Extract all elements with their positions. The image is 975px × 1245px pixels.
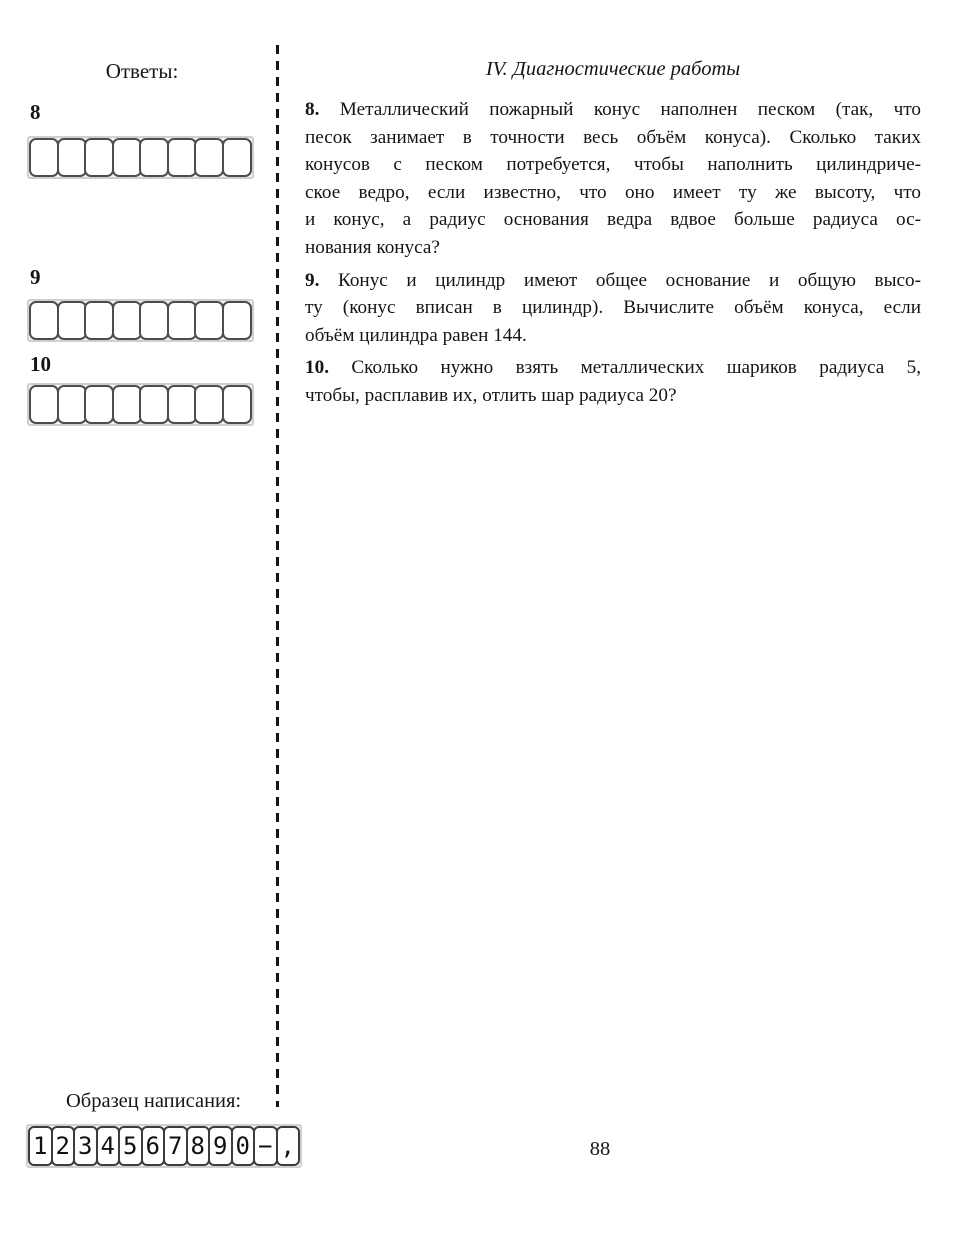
sample-cell: 7 bbox=[163, 1126, 188, 1166]
answer-cell bbox=[139, 301, 169, 340]
answer-cell bbox=[222, 301, 252, 340]
problem-8 bbox=[305, 96, 921, 262]
problem-line: конусов с песком потребуется, чтобы наполнить цилиндриче- bbox=[305, 154, 921, 176]
problem-line: ту (конус вписан в цилиндр). Вычислите объём конуса, если bbox=[305, 297, 921, 319]
writing-sample-boxes bbox=[26, 1124, 302, 1168]
problem-10 bbox=[305, 354, 921, 409]
sample-cell: 2 bbox=[51, 1126, 76, 1166]
answer-boxes-9 bbox=[27, 299, 254, 342]
answer-cell bbox=[139, 385, 169, 424]
answer-cell bbox=[112, 138, 142, 177]
answer-boxes-8 bbox=[27, 136, 254, 179]
problem-line: ское ведро, если известно, что оно имеет ту же высоту, что bbox=[305, 181, 921, 203]
answer-cell bbox=[84, 385, 114, 424]
page-number: 88 bbox=[589, 1138, 611, 1160]
answer-cell bbox=[57, 301, 87, 340]
sample-cell: 8 bbox=[186, 1126, 211, 1166]
answer-cell bbox=[29, 385, 59, 424]
problem-line: 10. Сколько нужно взять металлических шариков радиуса 5, bbox=[305, 357, 921, 379]
sample-cell: 1 bbox=[28, 1126, 53, 1166]
problem-number: 10. bbox=[305, 357, 329, 379]
problem-9 bbox=[305, 267, 921, 350]
dashed-divider bbox=[276, 45, 279, 1107]
problem-line: песок занимает в точности весь объём конуса). Сколько таких bbox=[305, 126, 921, 148]
answer-label-8: 8 bbox=[30, 100, 41, 124]
answer-cell bbox=[222, 138, 252, 177]
sample-cell: 3 bbox=[73, 1126, 98, 1166]
answer-cell bbox=[84, 301, 114, 340]
answer-cell bbox=[194, 138, 224, 177]
section-title: IV. Диагностические работы bbox=[485, 58, 741, 80]
answer-boxes-10 bbox=[27, 383, 254, 426]
problem-number: 8. bbox=[305, 99, 320, 120]
sample-cell: − bbox=[253, 1126, 278, 1166]
answer-cell bbox=[57, 138, 87, 177]
content-column bbox=[305, 58, 921, 415]
problem-line: 9. Конус и цилиндр имеют общее основание и общую высо- bbox=[305, 269, 921, 291]
answer-label-9: 9 bbox=[30, 265, 41, 289]
sample-cell: 4 bbox=[96, 1126, 121, 1166]
problem-line: чтобы, расплавив их, отлить шар радиуса 20? bbox=[305, 384, 677, 406]
answer-cell bbox=[167, 301, 197, 340]
problem-line: нования конуса? bbox=[305, 236, 440, 258]
answers-heading: Ответы: bbox=[105, 59, 179, 83]
problem-line: 8. Металлический пожарный конус наполнен песком (так, что bbox=[305, 99, 921, 120]
problem-number: 9. bbox=[305, 269, 320, 291]
answer-cell bbox=[29, 301, 59, 340]
sample-cell: 6 bbox=[141, 1126, 166, 1166]
answer-label-10: 10 bbox=[30, 352, 51, 376]
problem-line: объём цилиндра равен 144. bbox=[305, 324, 527, 346]
answer-cell bbox=[112, 385, 142, 424]
sample-cell: 9 bbox=[208, 1126, 233, 1166]
answer-cell bbox=[139, 138, 169, 177]
answer-cell bbox=[167, 138, 197, 177]
problem-line: и конус, а радиус основания ведра вдвое больше радиуса ос- bbox=[305, 209, 921, 231]
answer-cell bbox=[112, 301, 142, 340]
sample-cell: 0 bbox=[231, 1126, 256, 1166]
answer-cell bbox=[222, 385, 252, 424]
writing-sample-label: Образец написания: bbox=[66, 1090, 242, 1112]
answer-cell bbox=[194, 301, 224, 340]
sample-cell: , bbox=[276, 1126, 301, 1166]
answer-cell bbox=[29, 138, 59, 177]
answer-cell bbox=[84, 138, 114, 177]
answer-cell bbox=[194, 385, 224, 424]
answer-cell bbox=[167, 385, 197, 424]
answer-cell bbox=[57, 385, 87, 424]
sample-cell: 5 bbox=[118, 1126, 143, 1166]
